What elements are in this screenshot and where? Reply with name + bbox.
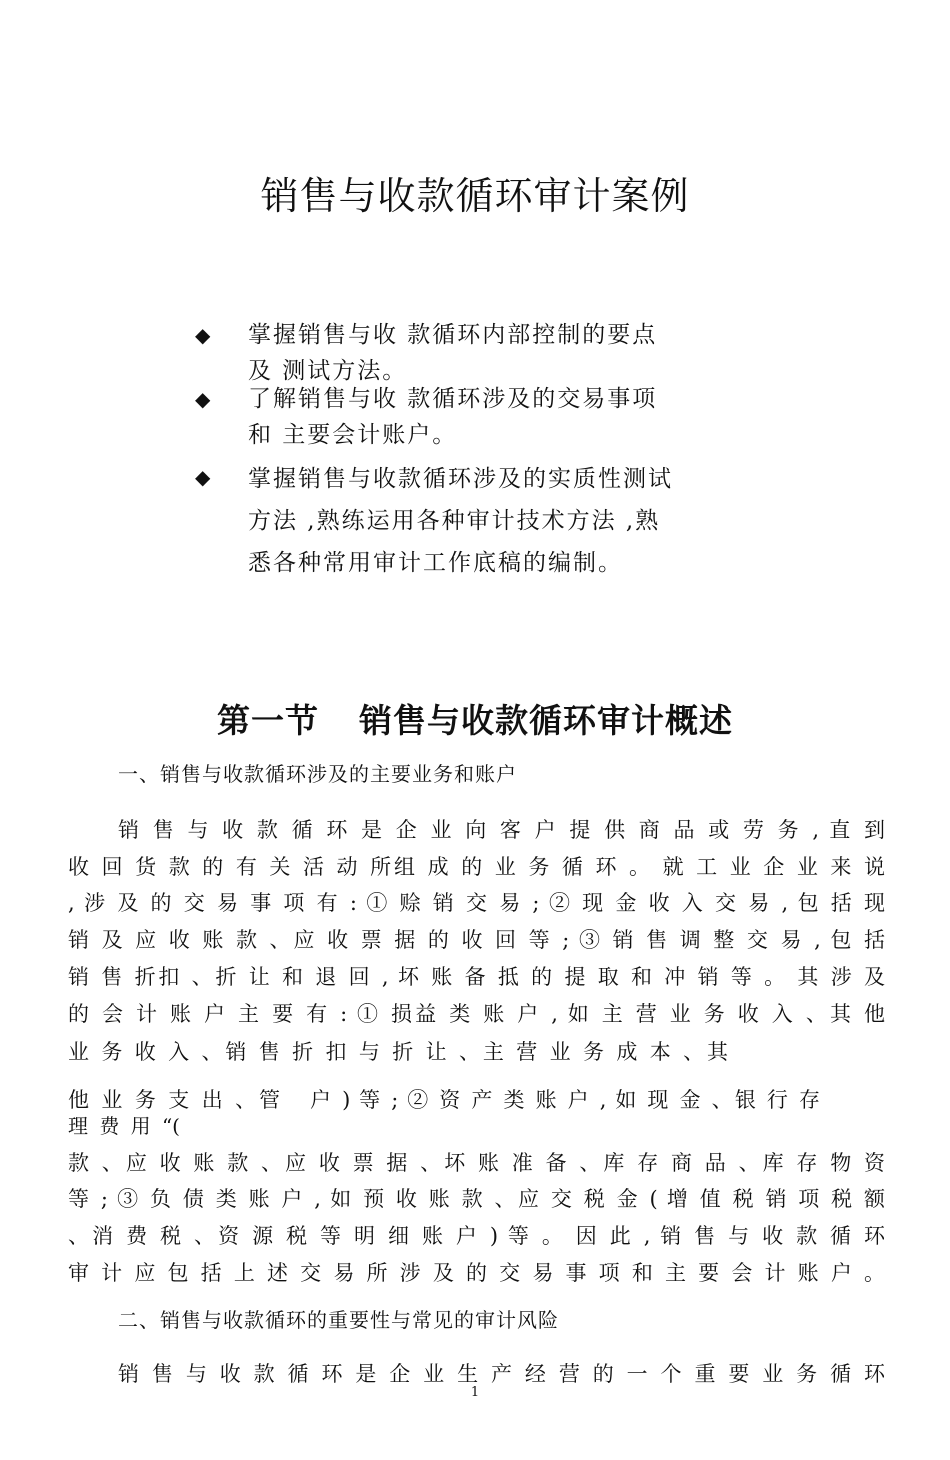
section-number: 第一节 [217, 701, 319, 741]
page-number: 1 [470, 1385, 480, 1400]
diamond-bullet-icon: ◆ [195, 465, 213, 489]
paragraph-line: 销 及 应 收 账 款 、应 收 票 据 的 收 回 等 ; ③ 销 售 调 整 交 易 , 包 括 [68, 928, 885, 952]
objective-line: 和 主要会计账户。 [248, 422, 458, 448]
paragraph-line: , 涉 及 的 交 易 事 项 有 : ① 赊 销 交 易 ; ② 现 金 收 入 交 易 , 包 括 现 [68, 891, 885, 915]
diamond-bullet-icon: ◆ [195, 323, 213, 347]
paragraph-line-fragment: 户 ) 等 ; ② 资 产 类 账 户 , 如 现 金 、银 行 存 [310, 1088, 820, 1112]
paragraph-line-fragment: 理 费 用 “( [68, 1114, 180, 1138]
subsection-heading: 二、销售与收款循环的重要性与常见的审计风险 [118, 1308, 559, 1332]
paragraph-line-fragment: 他 业 务 支 出 、管 [68, 1088, 280, 1112]
paragraph-line: 销 售 折扣 、折 让 和 退 回 , 坏 账 备 抵 的 提 取 和 冲 销 等 。 其 涉 及 [68, 965, 885, 989]
objective-item [195, 458, 673, 584]
paragraph-line: 业 务 收 入 、销 售 折 扣 与 折 让 、主 营 业 务 成 本 、其 [68, 1040, 728, 1064]
document-title: 销售与收款循环审计案例 [260, 174, 690, 219]
objective-line: 掌握销售与收 款循环内部控制的要点 [248, 322, 658, 348]
objective-line: 掌握销售与收款循环涉及的实质性测试 [248, 466, 673, 492]
objective-line: 及 测试方法。 [248, 358, 408, 384]
paragraph-line: 审 计 应 包 括 上 述 交 易 所 涉 及 的 交 易 事 项 和 主 要 会 计 账 户 。 [68, 1261, 885, 1285]
objective-line: 了解销售与收 款循环涉及的交易事项 [248, 386, 658, 412]
paragraph-line: 等 ; ③ 负 债 类 账 户 , 如 预 收 账 款 、应 交 税 金 ( 增 值 税 销 项 税 额 [68, 1187, 885, 1211]
paragraph-line: 销 售 与 收 款 循 环 是 企 业 生 产 经 营 的 一 个 重 要 业 务 循 环 [118, 1362, 885, 1386]
objective-item [195, 316, 657, 388]
paragraph-line: 款 、应 收 账 款 、应 收 票 据 、坏 账 准 备 、库 存 商 品 、库 存 物 资 [68, 1151, 885, 1175]
objective-line: 方法 ,熟练运用各种审计技术方法 ,熟 [248, 508, 661, 534]
paragraph-line: 收 回 货 款 的 有 关 活 动 所组 成 的 业 务 循 环 。 就 工 业 企 业 来 说 [68, 855, 885, 879]
paragraph-line: 的 会 计 账 户 主 要 有 : ① 损益 类 账 户 , 如 主 营 业 务 收 入 、其 他 [68, 1002, 885, 1026]
paragraph-line: 、消 费 税 、资 源 税 等 明 细 账 户 ) 等 。 因 此 , 销 售 与 收 款 循 环 [68, 1224, 885, 1248]
section-title [0, 695, 950, 742]
section-name: 销售与收款循环审计概述 [359, 701, 733, 741]
objective-line: 悉各种常用审计工作底稿的编制。 [248, 550, 623, 576]
paragraph-line: 销 售 与 收 款 循 环 是 企 业 向 客 户 提 供 商 品 或 劳 务 , 直 到 [118, 818, 885, 842]
objective-item [195, 380, 657, 452]
subsection-heading: 一、销售与收款循环涉及的主要业务和账户 [118, 762, 517, 786]
diamond-bullet-icon: ◆ [195, 387, 213, 411]
